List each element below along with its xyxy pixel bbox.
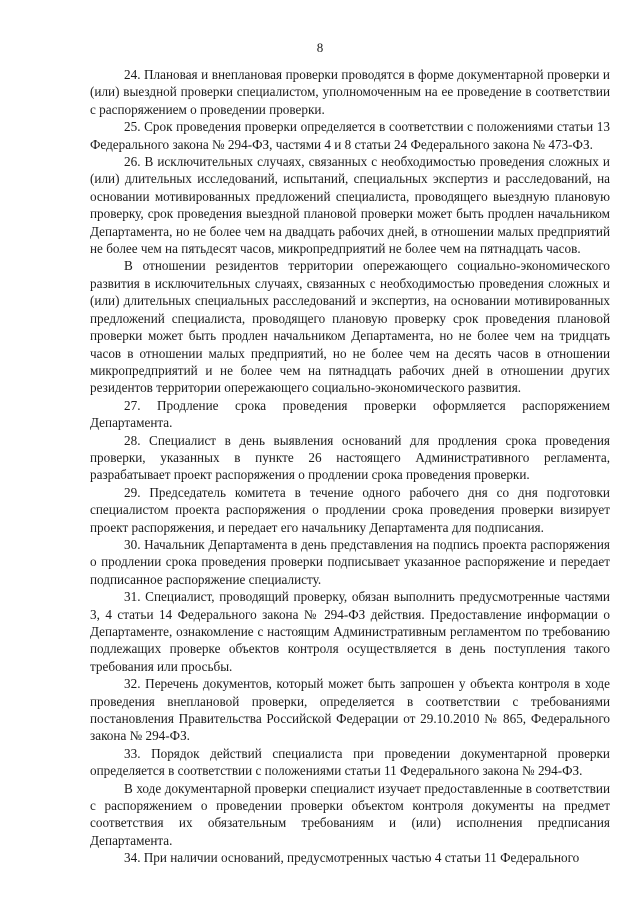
paragraph-32: 32. Перечень документов, который может быть запрошен у объекта контроля в ходе проведения внеплановой проверки, определяется в соответствии с требованиями постановления Правительства Российской Федерации от 29.10.2010 № 865, Федерального закона № 294-ФЗ. (90, 676, 610, 744)
paragraph-26: 26. В исключительных случаях, связанных с необходимостью проведения сложных и (или) длительных исследований, испытаний, специальных экспертиз и расследований, на основании мотивированных предложений специалиста, проводящего выездную плановую проверку, срок проведения выездной плановой проверки может быть продлен начальником Департамента, но не более чем на двадцать рабочих дней, в отношении малых предприятий не более чем на пятьдесят часов, микропредприятий не более чем на пятнадцать часов. (90, 154, 610, 257)
paragraph-28: 28. Специалист в день выявления оснований для продления срока проведения проверки, указанных в пункте 26 настоящего Административного регламента, разрабатывает проект распоряжения о продлении срока проведения проверки. (90, 432, 610, 483)
paragraph-24: 24. Плановая и внеплановая проверки проводятся в форме документарной проверки и (или) выездной проверки специалистом, уполномоченным на ее проведение в соответствии с распоряжением о проведении проверки. (90, 67, 610, 117)
paragraph-25: 25. Срок проведения проверки определяется в соответствии с положениями статьи 13 Федерального закона № 294-ФЗ, частями 4 и 8 статьи 24 Федерального закона № 473-ФЗ. (90, 119, 610, 152)
paragraph-29: 29. Председатель комитета в течение одного рабочего дня со дня подготовки специалистом проекта распоряжения о продлении срока проведения проверки визирует проект распоряжения, и передает его начальнику Департамента для подписания. (90, 484, 610, 535)
paragraph-27: 27. Продление срока проведения проверки оформляется распоряжением Департамента. (90, 397, 610, 431)
document-body (90, 66, 610, 867)
page-number: 8 (316, 40, 324, 55)
paragraph-31: 31. Специалист, проводящий проверку, обязан выполнить предусмотренные частями 3, 4 статьи 14 Федерального закона № 294-ФЗ действия. Предоставление информации о Департаменте, ознакомление с настоящим Административным регламентом по требованию подлежащих проверке объектов контроля осуществляется в день поступления такого требования или просьбы. (90, 589, 610, 674)
paragraph-34: 34. При наличии оснований, предусмотренных частью 4 статьи 11 Федерального (124, 850, 580, 866)
paragraph-33-documentary: В ходе документарной проверки специалист изучает предоставленные в соответствии с распоряжением о проведении проверки объектом контроля документы на предмет соответствия их обязательным требованиям и (или) исполнения предписания Департамента. (90, 780, 610, 848)
paragraph-33: 33. Порядок действий специалиста при проведении документарной проверки определяется в соответствии с положениями статьи 11 Федерального закона № 294-ФЗ. (90, 745, 610, 779)
paragraph-26-residents: В отношении резидентов территории опережающего социально-экономического развития в исключительных случаях, связанных с необходимостью проведения сложных и (или) длительных специальных расследований и экспертиз, на основании мотивированных предложений специалиста, проводящего плановую проверку срок проведения плановой проверки может быть продлен начальником Департамента, но не более чем на тридцать часов в отношении малых предприятий, но не более чем на десять часов в отношении микропредприятий и не более чем на пятнадцать рабочих дней в отношении других резидентов территории опережающего социально-экономического развития. (90, 258, 610, 396)
paragraph-30: 30. Начальник Департамента в день представления на подпись проекта распоряжения о продлении срока проведения проверки подписывает указанное распоряжение и передает подписанное распоряжение специалисту. (90, 536, 610, 587)
